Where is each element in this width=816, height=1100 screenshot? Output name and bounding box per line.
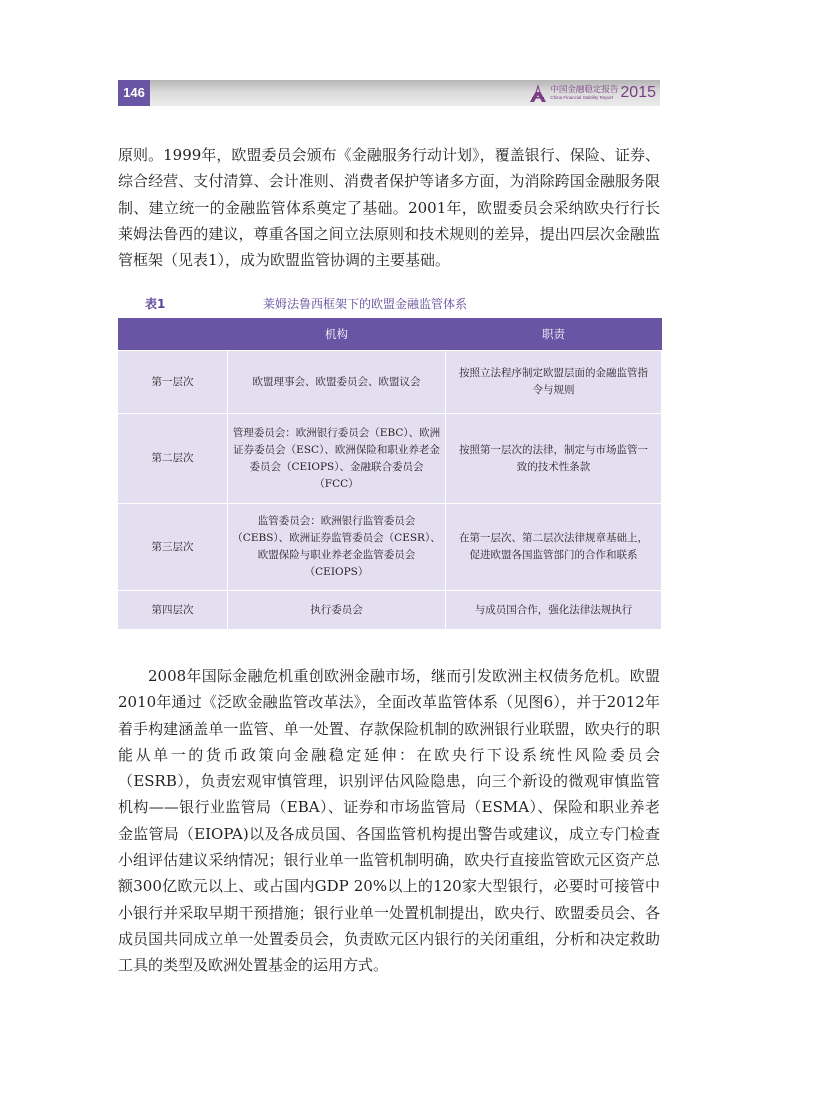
body-paragraph-1: 原则。1999年，欧盟委员会颁布《金融服务行动计划》，覆盖银行、保险、证券、综合经营、支付清算、会计准则、消费者保护等诸多方面，为消除跨国金融服务限制、建立统一的金融监管体系奠定了基础。2001年，欧盟委员会采纳欧央行行长莱姆法鲁西的建议，尊重各国之间立法原则和技术规则的差异，提出四层次金融监管框架（见表1），成为欧盟监管协调的主要基础。	[118, 146, 660, 270]
table-row	[118, 591, 662, 630]
header-institution: 机构	[228, 318, 446, 351]
institution-cell: 执行委员会	[228, 591, 446, 630]
duty-cell: 与成员国合作，强化法律法规执行	[446, 591, 662, 630]
level-cell: 第四层次	[118, 591, 228, 630]
institution-cell: 管理委员会：欧洲银行委员会（EBC）、欧洲证券委员会（ESC）、欧洲保险和职业养老金委员会（CEIOPS）、金融联合委员会（FCC）	[228, 414, 446, 504]
table-caption	[145, 295, 645, 313]
header-level	[118, 318, 228, 351]
table-row	[118, 414, 662, 504]
duty-cell: 按照第一层次的法律，制定与市场监管一致的技术性条款	[446, 414, 662, 504]
institution-cell: 监管委员会：欧洲银行监管委员会（CEBS）、欧洲证券监管委员会（CESR）、欧盟保险与职业养老金监管委员会（CEIOPS）	[228, 504, 446, 591]
page-header	[118, 80, 660, 106]
table-row	[118, 351, 662, 414]
level-cell: 第二层次	[118, 414, 228, 504]
tower-logo-icon	[529, 83, 547, 103]
duty-cell: 在第一层次、第二层次法律规章基础上，促进欧盟各国监管部门的合作和联系	[446, 504, 662, 591]
publication-title-en: China Financial Stability Report	[550, 95, 614, 100]
publication-brand	[529, 81, 656, 105]
duty-cell: 按照立法程序制定欧盟层面的金融监管指令与规则	[446, 351, 662, 414]
supervision-table	[117, 318, 662, 630]
institution-cell: 欧盟理事会、欧盟委员会、欧盟议会	[228, 351, 446, 414]
table-label: 表1	[145, 297, 166, 311]
publication-year: 2015	[620, 84, 656, 101]
level-cell: 第一层次	[118, 351, 228, 414]
table-title: 莱姆法鲁西框架下的欧盟金融监管体系	[263, 297, 468, 311]
page-number: 146	[118, 80, 150, 106]
level-cell: 第三层次	[118, 504, 228, 591]
body-paragraph-2: 2008年国际金融危机重创欧洲金融市场，继而引发欧洲主权债务危机。欧盟2010年通过《泛欧金融监管改革法》，全面改革监管体系（见图6），并于2012年着手构建涵盖单一监管、单一处置、存款保险机制的欧洲银行业联盟，欧央行的职能从单一的货币政策向金融稳定延伸：在欧央行下设系统性风险委员会（ESRB），负责宏观审慎管理，识别评估风险隐患，向三个新设的微观审慎监管机构——银行业监管局（EBA）、证券和市场监管局（ESMA）、保险和职业养老金监管局（EIOPA)以及各成员国、各国监管机构提出警告或建议，成立专门检查小组评估建议采纳情况；银行业单一监管机制明确，欧央行直接监管欧元区资产总额300亿欧元以上、或占国内GDP 20%以上的120家大型银行，必要时可接管中小银行并采取早期干预措施；银行业单一处置机制提出，欧央行、欧盟委员会、各成员国共同成立单一处置委员会，负责欧元区内银行的关闭重组，分析和决定救助工具的类型及欧洲处置基金的运用方式。	[118, 667, 660, 975]
table-row	[118, 504, 662, 591]
table-header-row	[118, 318, 662, 351]
publication-title-cn: 中国金融稳定报告	[550, 84, 619, 95]
header-duty: 职责	[446, 318, 662, 351]
